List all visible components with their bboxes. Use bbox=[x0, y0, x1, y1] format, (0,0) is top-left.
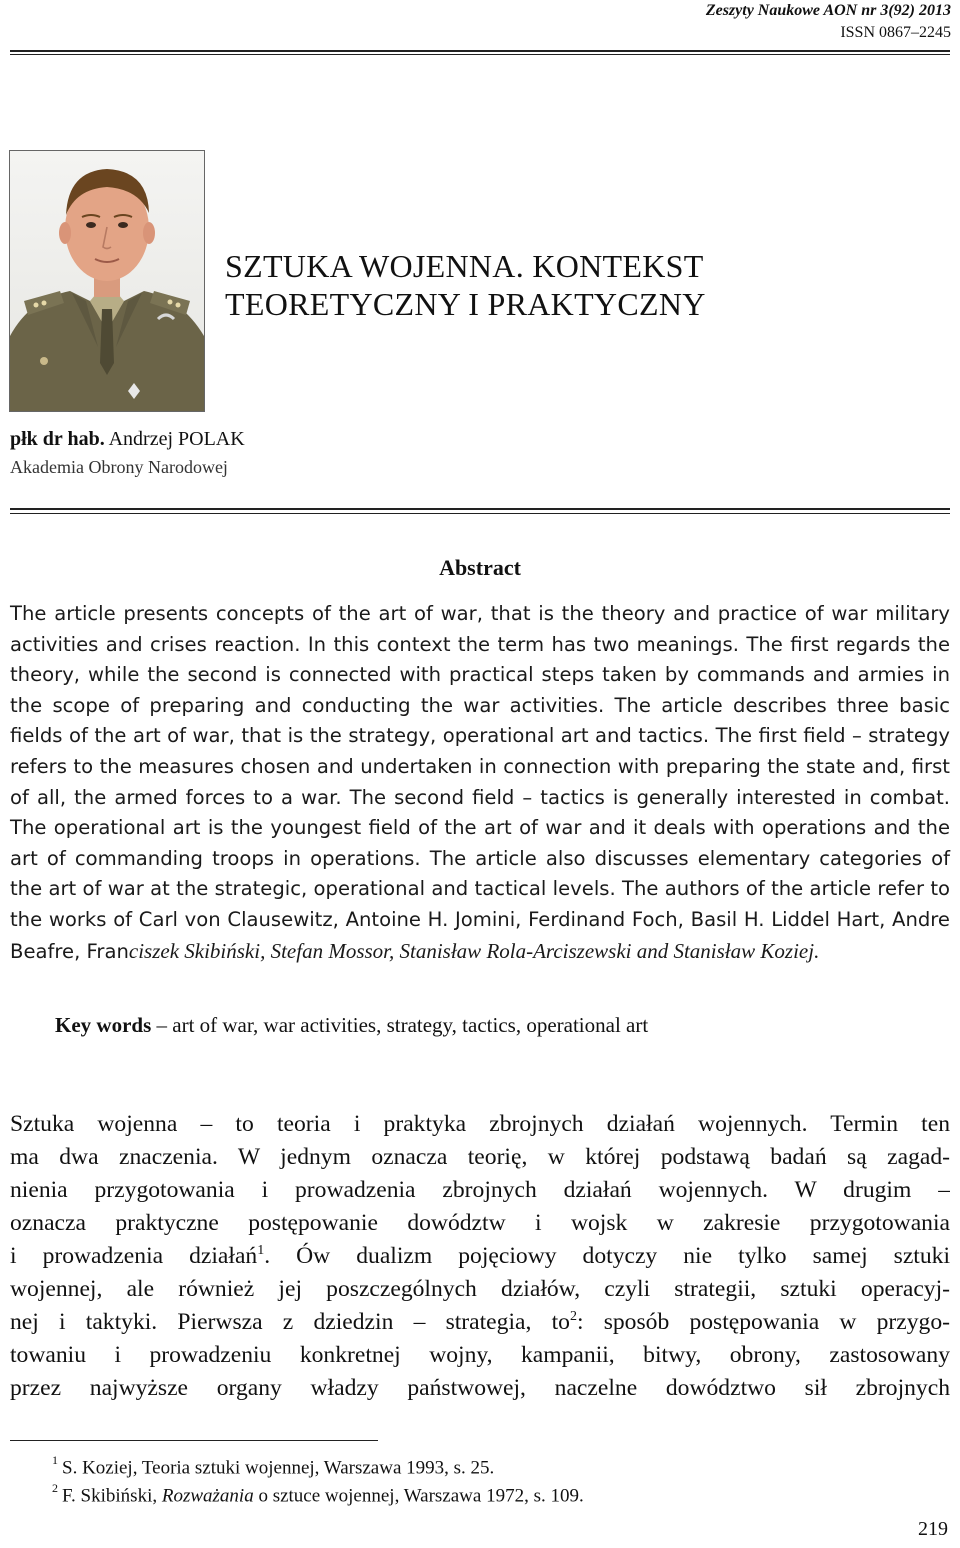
abstract-text: The article presents concepts of the art of war, that is the theory and practice of war military activities and crises reaction. In this context the term has two meanings. The first regards the theory, while the second is connected with practical steps taken by commands and armies in the scope of preparing and conducting the war activities. The article describes three basic fields of the art of war, that is the strategy, operational art and tactics. The first field – strategy refers to the measures chosen and undertaken in connection with preparing the state and, first of all, the armed forces to a war. The second field – tactics is generally interested in combat. The operational art is the youngest field of the art of war and it deals with operations and the art of commanding troops in operations. The article also discusses elementary categories of the art of war at the strategic, operational and tactical levels. The authors of the article refer to the works of Carl von Clausewitz, Antoine H. Jomini, Ferdinand Foch, Basil H. Liddel Hart, Andre Beafre, Fran bbox=[10, 602, 950, 963]
body-line: towaniu i prowadzeniu konkretnej wojny, kampanii, bitwy, obrony, zastosowany bbox=[10, 1342, 950, 1368]
title-line-2: TEORETYCZNY I PRAKTYCZNY bbox=[225, 286, 706, 322]
author-photo-illustration bbox=[10, 151, 204, 411]
footnote-mark-1: 1 bbox=[52, 1453, 58, 1467]
footnote-1 bbox=[52, 1455, 494, 1479]
header-rule bbox=[10, 50, 950, 52]
author-line bbox=[10, 428, 245, 451]
footnote-2 bbox=[52, 1483, 584, 1507]
keywords-label: Key words bbox=[55, 1013, 152, 1037]
page-number: 219 bbox=[918, 1518, 948, 1540]
keywords bbox=[55, 1013, 648, 1038]
author-affiliation: Akademia Obrony Narodowej bbox=[10, 457, 228, 477]
section-rule bbox=[10, 508, 950, 510]
body-line: oznacza praktyczne postępowanie dowództw i wojsk w zakresie przygotowania bbox=[10, 1210, 950, 1236]
journal-title: Zeszyty Naukowe AON nr 3(92) 2013 bbox=[705, 2, 951, 19]
footnote-mark-2: 2 bbox=[52, 1481, 58, 1495]
body-line: nienia przygotowania i prowadzenia zbrojnych działań wojennych. W drugim – bbox=[10, 1177, 950, 1203]
footnote-text-2a: F. Skibiński, bbox=[62, 1485, 162, 1507]
footnote-rule bbox=[10, 1440, 378, 1441]
author-degree: płk dr hab. bbox=[10, 428, 105, 450]
header-rule-thin bbox=[10, 54, 950, 55]
footnote-text-1: S. Koziej, Teoria sztuki wojennej, Warszawa 1993, s. 25. bbox=[62, 1457, 495, 1479]
body-text: nej i taktyki. Pierwsza z dziedzin – strategia, to bbox=[10, 1309, 570, 1335]
keywords-text: – art of war, war activities, strategy, tactics, operational art bbox=[151, 1013, 649, 1037]
abstract-body bbox=[10, 599, 950, 967]
article-title bbox=[225, 247, 706, 323]
body-line: wojennej, ale również jej poszczególnych działów, czyli strategii, sztuki operacyj- bbox=[10, 1276, 950, 1302]
abstract-heading: Abstract bbox=[439, 555, 521, 580]
author-name: Andrzej POLAK bbox=[108, 428, 245, 450]
footnote-ref-1: 1 bbox=[257, 1243, 265, 1259]
footnote-text-2-italic: Rozważania bbox=[161, 1485, 254, 1507]
section-rule-thin bbox=[10, 513, 950, 514]
abstract-text-italic: ciszek Skibiński, Stefan Mossor, Stanisław Rola-Arciszewski and Stanisław Koziej. bbox=[128, 938, 820, 963]
body-line: Sztuka wojenna – to teoria i praktyka zbrojnych działań wojennych. Termin ten bbox=[10, 1111, 950, 1137]
footnote-ref-2: 2 bbox=[569, 1309, 577, 1325]
body-line bbox=[10, 1306, 950, 1339]
body-text: : sposób postępowania w przygo- bbox=[576, 1309, 950, 1335]
author-portrait bbox=[9, 150, 205, 412]
body-text: . Ów dualizm pojęciowy dotyczy nie tylko samej sztuki bbox=[264, 1243, 950, 1269]
title-line-1: SZTUKA WOJENNA. KONTEKST bbox=[225, 248, 704, 284]
journal-header bbox=[706, 0, 951, 44]
main-body bbox=[10, 1108, 950, 1405]
footnote-text-2b: o sztuce wojennej, Warszawa 1972, s. 109. bbox=[253, 1485, 584, 1507]
body-text: i prowadzenia działań bbox=[10, 1243, 258, 1269]
body-line bbox=[10, 1240, 950, 1273]
issn: ISSN 0867–2245 bbox=[840, 24, 951, 41]
body-line: ma dwa znaczenia. W jednym oznacza teorię, w której podstawą badań są zagad- bbox=[10, 1144, 950, 1170]
body-line: przez najwyższe organy władzy państwowej, naczelne dowództwo sił zbrojnych bbox=[10, 1375, 950, 1401]
